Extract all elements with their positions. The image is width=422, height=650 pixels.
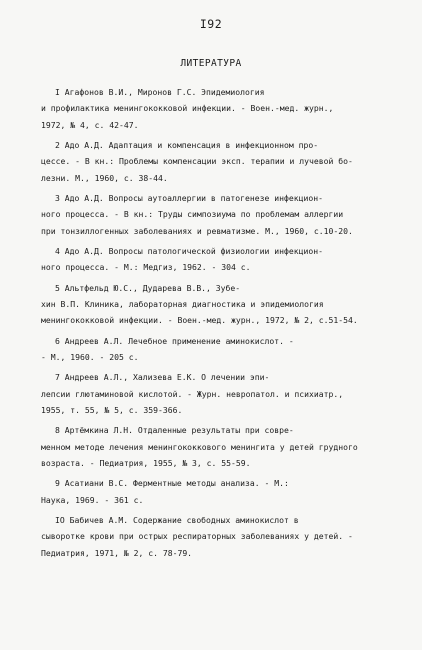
reference-line: I Агафонов В.И., Миронов Г.С. Эпидемиология	[55, 87, 265, 97]
reference-entry	[41, 280, 414, 329]
reference-line: менном методе лечения менингококкового менингита у детей грудного	[41, 441, 358, 452]
reference-line: 9 Асатиани В.С. Ферментные методы анализа. - М.:	[55, 478, 289, 489]
reference-line: 6 Андреев А.Л. Лечебное применение аминокислот. -	[55, 335, 294, 346]
reference-line: ного процесса. - В кн.: Труды симпозиума по проблемам аллергии	[41, 209, 344, 220]
reference-list	[41, 84, 414, 565]
reference-line: 1972, № 4, с. 42-47.	[41, 119, 139, 130]
reference-entry	[41, 369, 414, 418]
reference-entry	[41, 333, 414, 366]
reference-line: ного процесса. - М.: Медгиз, 1962. - 304 с.	[41, 262, 251, 273]
reference-entry	[41, 84, 414, 133]
reference-line: 1955, т. 55, № 5, с. 359-366.	[41, 405, 183, 416]
reference-entry	[41, 475, 414, 508]
reference-entry	[41, 243, 414, 276]
reference-line: сыворотке крови при острых респираторных заболеваниях у детей. -	[41, 531, 353, 542]
reference-line: 2 Адо А.Д. Адаптация и компенсация в инфекционном про-	[55, 140, 319, 151]
reference-line: менингококковой инфекции. - Воен.-мед. журн., 1972, № 2, с.51-54.	[41, 315, 358, 326]
reference-line: лепсии глютаминовой кислотой. - Журн. невропатол. и психиатр.,	[41, 388, 344, 399]
reference-line: при тонзиллогенных заболеваниях и ревматизме. М., 1960, с.10-20.	[41, 225, 353, 236]
reference-line: 8 Артёмкина Л.Н. Отдаленные результаты при совре-	[55, 425, 294, 436]
reference-line: и профилактика менингококковой инфекции. - Воен.-мед. журн.,	[41, 103, 334, 114]
reference-entry	[41, 422, 414, 471]
reference-line: цессе. - В кн.: Проблемы компенсации эксп. терапии и лучевой бо-	[41, 156, 353, 167]
reference-line: Наука, 1969. - 361 с.	[41, 494, 144, 505]
reference-line: 5 Альтфельд Ю.С., Дударева В.В., Зубе-	[55, 282, 241, 293]
reference-line: 3 Адо А.Д. Вопросы аутоаллергии в патогенезе инфекцион-	[55, 193, 324, 204]
reference-entry	[41, 190, 414, 239]
reference-line: IO Бабичев А.М. Содержание свободных аминокислот в	[55, 514, 299, 525]
reference-line: - М., 1960. - 205 с.	[41, 352, 139, 363]
reference-line: лезни. М., 1960, с. 38-44.	[41, 172, 168, 183]
reference-entry	[41, 512, 414, 561]
section-heading: ЛИТЕРАТУРА	[180, 58, 242, 69]
reference-line: Педиатрия, 1971, № 2, с. 78-79.	[41, 547, 193, 558]
reference-entry	[41, 137, 414, 186]
reference-line: возраста. - Педиатрия, 1955, № 3, с. 55-59.	[41, 458, 251, 469]
reference-line: 4 Адо А.Д. Вопросы патологической физиологии инфекцион-	[55, 246, 324, 257]
reference-line: 7 Андреев А.Л., Хализева Е.К. О лечении эпи-	[55, 372, 270, 383]
page-number: I92	[199, 17, 223, 31]
reference-line: хин В.П. Клиника, лабораторная диагностика и эпидемиология	[41, 299, 324, 310]
